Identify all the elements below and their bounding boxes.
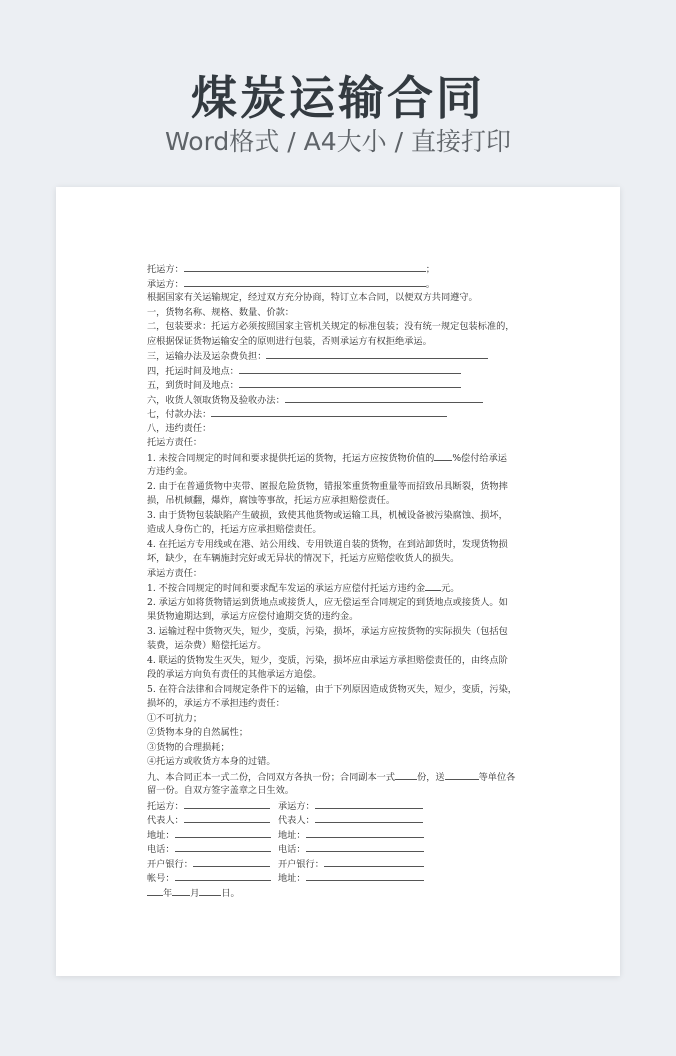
sign-carrier-blank <box>315 799 423 809</box>
date-line <box>147 886 529 901</box>
clause-6-label: 六，收货人领取货物及验收办法： <box>147 394 285 406</box>
carrier-blank <box>184 277 426 287</box>
shipper-liability-2b: 损，吊机倾翻，爆炸，腐蚀等事故，托运方应承担赔偿责任。 <box>147 495 396 506</box>
clause-9-mid: 份，送 <box>417 771 445 783</box>
page-subtitle: Word格式 / A4大小 / 直接打印 <box>165 127 511 156</box>
carrier-line <box>147 277 529 292</box>
sign-rep-right-blank <box>315 813 423 823</box>
day-blank <box>199 886 221 896</box>
sign-account-label: 帐号： <box>147 873 175 884</box>
sign-account-blank <box>175 871 271 881</box>
clause-2-line2: 应根据保证货物运输安全的原则进行包装，否则承运方有权拒绝承运。 <box>147 335 432 347</box>
exemption-2: ②货物本身的自然属性； <box>147 727 249 738</box>
exemption-3: ③货物的合理损耗； <box>147 741 230 753</box>
shipper-liability-1-tail: %偿付给承运 <box>452 452 507 464</box>
sign-phone-left-blank <box>175 842 271 852</box>
sign-phone-left-label: 电话： <box>147 844 175 855</box>
carrier-liability-1-tail: 元。 <box>441 583 460 594</box>
sign-addr2-blank <box>306 871 424 881</box>
clause-5-label: 五，到货时间及地点： <box>147 380 239 391</box>
clause-1: 一，货物名称、规格、数量、价款： <box>147 306 294 318</box>
clause-7 <box>147 407 529 422</box>
shipper-liability-1-text: 1. 未按合同规定的时间和要求提供托运的货物，托运方应按货物价值的 <box>147 452 435 464</box>
clause-4-blank <box>239 364 461 374</box>
month-label: 月 <box>190 887 200 899</box>
sign-row-3 <box>147 828 529 843</box>
clause-9-text: 九、本合同正本一式二份，合同双方各执一份；合同副本一式 <box>147 771 396 783</box>
shipper-liability-1a <box>147 451 529 466</box>
year-label: 年 <box>163 887 173 899</box>
carrier-liability-4b: 段的承运方向负有责任的其他承运方追偿。 <box>147 669 322 680</box>
sign-addr2-label: 地址： <box>278 873 306 884</box>
carrier-liability-3a: 3. 运输过程中货物灭失，短少，变质，污染，损坏，承运方应按货物的实际损失（包括包 <box>147 625 508 637</box>
carrier-liability-1 <box>147 581 529 596</box>
sign-carrier-label: 承运方： <box>278 800 315 812</box>
clause-3-label: 三，运输办法及运杂费负担： <box>147 351 267 362</box>
sign-phone-right-blank <box>306 842 424 852</box>
sign-rep-left-blank <box>184 813 270 823</box>
shipper-liability-heading: 托运方责任： <box>147 437 203 448</box>
shipper-liability-3b: 造成人身伤亡的，托运方应承担赔偿责任。 <box>147 524 322 535</box>
year-blank <box>147 886 163 896</box>
carrier-liability-3b: 装费，运杂费）赔偿托运方。 <box>147 640 267 651</box>
recipient-blank <box>445 770 479 780</box>
sign-phone-right-label: 电话： <box>278 844 306 855</box>
carrier-liability-4a: 4. 联运的货物发生灭失，短少，变质，污染，损坏应由承运方承担赔偿责任的，由终点阶 <box>147 654 508 666</box>
shipper-blank <box>184 262 426 272</box>
percent-blank <box>434 451 452 461</box>
sign-shipper-label: 托运方： <box>147 800 184 812</box>
sign-row-5 <box>147 857 529 872</box>
clause-6-blank <box>285 393 483 403</box>
month-blank <box>172 886 190 896</box>
shipper-liability-4a: 4. 在托运方专用线或在港、站公用线、专用铁道自装的货物，在到站卸货时，发现货物损 <box>147 538 508 550</box>
clause-3-blank <box>266 349 488 359</box>
copies-blank <box>395 770 417 780</box>
contract-body <box>147 262 529 900</box>
carrier-label: 承运方： <box>147 278 184 290</box>
shipper-liability-3a: 3. 由于货物包装缺陷产生破损，致使其他货物或运输工具，机械设备被污染腐蚀、损坏， <box>147 509 508 521</box>
preamble: 根据国家有关运输规定，经过双方充分协商，特订立本合同，以便双方共同遵守。 <box>147 292 478 303</box>
penalty-blank <box>425 581 441 591</box>
page-title: 煤炭运输合同 <box>191 71 485 125</box>
shipper-liability-4b: 坏，缺少，在车辆施封完好或无异状的情况下，托运方应赔偿收货人的损失。 <box>147 553 460 564</box>
sign-bank-right-blank <box>324 857 424 867</box>
clause-9-line2: 留一份。自双方签字盖章之日生效。 <box>147 785 294 796</box>
sign-rep-left-label: 代表人： <box>147 815 184 826</box>
carrier-liability-1-text: 1. 不按合同规定的时间和要求配车发运的承运方应偿付托运方违约金 <box>147 583 426 594</box>
clause-8: 八，违约责任： <box>147 422 212 434</box>
sign-row-1 <box>147 799 529 814</box>
sign-addr-right-blank <box>306 828 424 838</box>
document-page <box>56 187 620 976</box>
exemption-4: ④托运方或收货方本身的过错。 <box>147 756 276 767</box>
clause-7-label: 七，付款办法： <box>147 409 212 420</box>
carrier-liability-heading: 承运方责任： <box>147 567 203 579</box>
clause-4 <box>147 364 529 379</box>
carrier-end: 。 <box>425 278 435 290</box>
clause-6 <box>147 393 529 408</box>
shipper-label: 托运方： <box>147 264 184 275</box>
sign-row-2 <box>147 813 529 828</box>
sign-bank-left-label: 开户银行： <box>147 858 193 870</box>
day-label: 日。 <box>221 887 240 899</box>
carrier-liability-2a: 2. 承运方如将货物错运到货地点或接货人，应无偿运至合同规定的到货地点或接货人。如 <box>147 596 508 608</box>
shipper-liability-1b: 方违约金。 <box>147 466 193 477</box>
clause-9-tail: 等单位各 <box>478 771 516 783</box>
sign-rep-right-label: 代表人： <box>278 815 315 826</box>
sign-row-4 <box>147 842 529 857</box>
clause-3 <box>147 349 529 364</box>
sign-bank-left-blank <box>193 857 270 867</box>
shipper-line <box>147 262 529 277</box>
sign-addr-left-blank <box>175 828 271 838</box>
clause-5-blank <box>239 378 461 388</box>
clause-4-label: 四，托运时间及地点： <box>147 365 239 377</box>
clause-7-blank <box>211 407 447 417</box>
carrier-liability-5a: 5. 在符合法律和合同规定条件下的运输，由于下列原因造成货物灭失，短少，变质，污染， <box>147 683 517 695</box>
exemption-1: ①不可抗力； <box>147 712 203 724</box>
clause-2-line1: 二，包装要求：托运方必须按照国家主管机关规定的标准包装；没有统一规定包装标准的， <box>147 321 515 332</box>
sign-row-6 <box>147 871 529 886</box>
carrier-liability-5b: 损坏的，承运方不承担违约责任： <box>147 698 285 709</box>
sign-shipper-blank <box>184 799 270 809</box>
sign-addr-right-label: 地址： <box>278 829 306 841</box>
sign-addr-left-label: 地址： <box>147 829 175 841</box>
clause-5 <box>147 378 529 393</box>
shipper-liability-2a: 2. 由于在普通货物中夹带、匿报危险货物，错报笨重货物重量等而招致吊具断裂，货物摔 <box>147 480 508 492</box>
clause-9-line1 <box>147 770 529 785</box>
sign-bank-right-label: 开户银行： <box>278 858 324 870</box>
carrier-liability-2b: 果货物逾期达到，承运方应偿付逾期交货的违约金。 <box>147 611 359 622</box>
shipper-end: ； <box>425 264 435 275</box>
